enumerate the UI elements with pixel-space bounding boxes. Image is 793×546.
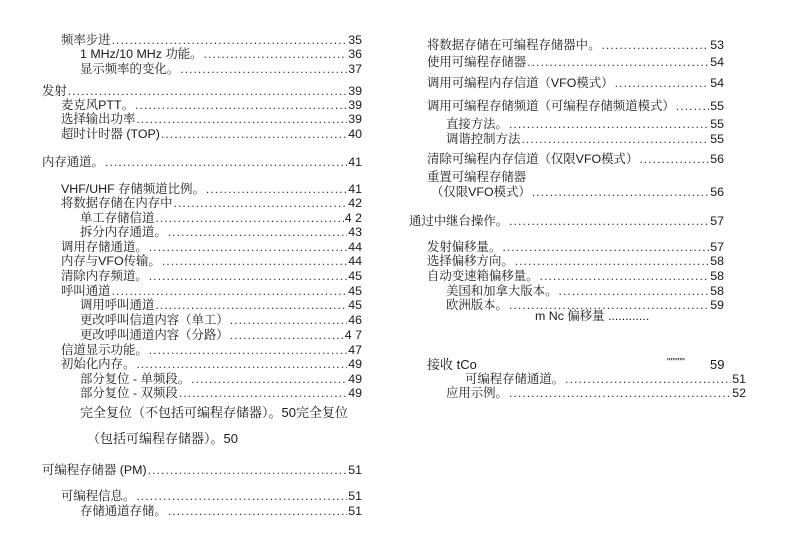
toc-entry[interactable] (61, 182, 362, 196)
toc-entry-title: 更改呼叫信道内容（单工） (80, 313, 229, 327)
toc-entry-title: 直接方法。 (446, 117, 508, 131)
toc-entry-title: 麦克风PTT。 (61, 98, 134, 112)
toc-entry-page: 42 (348, 196, 362, 210)
toc-entry-page: 40 (348, 127, 362, 141)
toc-entry-title: 通过中继台操作。 (409, 214, 509, 228)
toc-entry-title: 应用示例。 (446, 386, 508, 400)
toc-entry-page: 53 (710, 38, 724, 52)
dot-leader (509, 117, 709, 131)
toc-entry-page: 51 (348, 504, 362, 518)
toc-entry-title: 自动变速箱偏移量。 (427, 269, 539, 283)
toc-entry-page: 39 (348, 112, 362, 126)
toc-entry[interactable] (446, 117, 724, 131)
toc-entry-title: 内存与VFO传输。 (61, 254, 161, 268)
dot-leader (155, 211, 343, 225)
toc-entry[interactable] (80, 328, 362, 342)
toc-entry-page: 55 (710, 132, 724, 146)
dot-leader (162, 254, 347, 268)
dot-leader (161, 127, 347, 141)
toc-entry-title: 超时计时器 (TOP) (61, 127, 160, 141)
toc-entry-title: 可编程存储通道。 (465, 372, 565, 386)
toc-text-line: """"" (667, 357, 685, 368)
dot-leader (509, 386, 731, 400)
dot-leader (168, 504, 347, 518)
toc-entry-page: 57 (710, 214, 724, 228)
dot-leader (615, 76, 710, 90)
dot-leader (559, 284, 710, 298)
dot-leader (230, 313, 348, 327)
toc-entry-page: 51 (732, 372, 746, 386)
toc-entry-title: （仅限VFO模式） (431, 185, 531, 199)
toc-entry-page: 41 (348, 155, 362, 169)
dot-leader (676, 99, 709, 113)
toc-entry[interactable] (427, 240, 724, 254)
toc-entry[interactable] (61, 196, 362, 210)
toc-entry[interactable] (61, 269, 362, 283)
dot-leader (112, 33, 348, 47)
toc-entry[interactable] (80, 386, 362, 400)
toc-entry[interactable] (427, 269, 724, 283)
dot-leader (149, 240, 347, 254)
toc-entry-title: 欧洲版本。 (446, 298, 508, 312)
toc-entry[interactable] (61, 343, 362, 357)
dot-leader (149, 343, 347, 357)
toc-entry-page: 46 (348, 313, 362, 327)
toc-entry[interactable] (80, 47, 362, 61)
toc-entry-page: 4 7 (344, 328, 362, 342)
toc-entry-title: 调用存储通道。 (61, 240, 148, 254)
toc-entry[interactable] (61, 284, 362, 298)
dot-leader (502, 240, 709, 254)
toc-entry-title: 可编程信息。 (61, 489, 136, 503)
toc-entry-title: 部分复位 - 双频段 (80, 386, 178, 400)
toc-entry-page: 52 (732, 386, 746, 400)
toc-entry-title: 内存通道。 (42, 155, 104, 169)
toc-entry[interactable] (42, 463, 362, 477)
toc-entry[interactable] (431, 185, 724, 199)
toc-entry-page: 51 (348, 463, 362, 477)
toc-entry-page: 54 (710, 55, 724, 69)
toc-entry[interactable] (61, 489, 362, 503)
toc-entry-title: 选择偏移方向。 (427, 254, 514, 268)
toc-entry-page: 58 (710, 254, 724, 268)
toc-entry-page: 47 (348, 343, 362, 357)
toc-entry-page: 4 2 (344, 211, 362, 225)
toc-entry[interactable] (409, 214, 724, 228)
toc-entry[interactable] (80, 372, 362, 386)
toc-entry-page: 58 (710, 284, 724, 298)
toc-entry[interactable] (80, 62, 362, 76)
dot-leader (179, 386, 347, 400)
dot-leader (149, 269, 347, 283)
toc-entry-page: 39 (348, 98, 362, 112)
toc-entry-page: 37 (348, 62, 362, 76)
dot-leader (148, 463, 348, 477)
toc-entry-title: 发射偏移量。 (427, 240, 502, 254)
toc-text-line: 59 (710, 357, 725, 372)
dot-leader (515, 254, 709, 268)
toc-entry-page: 44 (348, 254, 362, 268)
dot-leader (601, 38, 709, 52)
toc-entry-title: 调用呼叫通道 (80, 298, 155, 312)
toc-entry[interactable] (80, 298, 362, 312)
toc-entry[interactable] (427, 99, 724, 113)
toc-entry-page: 44 (348, 240, 362, 254)
toc-entry-page: 56 (710, 152, 724, 166)
toc-text-line: （包括可编程存储器）。50 (87, 431, 238, 446)
toc-entry[interactable] (42, 84, 362, 98)
toc-entry-title: 1 MHz/10 MHz 功能。 (80, 47, 203, 61)
toc-entry-title: 发射 (42, 84, 67, 98)
toc-entry[interactable] (427, 254, 724, 268)
toc-entry-title: 存储通道存储。 (80, 504, 167, 518)
toc-entry-title: 将数据存储在内存中 (61, 196, 173, 210)
toc-entry[interactable] (80, 504, 362, 518)
toc-entry-page: 55 (710, 99, 724, 113)
toc-entry[interactable] (61, 254, 362, 268)
toc-text-line: 完全复位（不包括可编程存储器）。50完全复位 (80, 405, 348, 420)
toc-entry-title: 使用可编程存储器 (427, 55, 527, 69)
toc-entry[interactable] (427, 38, 724, 52)
toc-entry-page: 39 (348, 84, 362, 98)
toc-entry[interactable] (61, 127, 362, 141)
toc-entry-title: 呼叫通道 (61, 284, 111, 298)
dot-leader (565, 372, 731, 386)
toc-entry[interactable] (446, 132, 724, 146)
dot-leader (180, 62, 347, 76)
toc-entry-title: 显示频率的变化。 (80, 62, 180, 76)
toc-entry-page: 43 (348, 225, 362, 239)
dot-leader (509, 214, 709, 228)
toc-entry[interactable] (446, 386, 746, 400)
dot-leader (206, 182, 347, 196)
toc-entry-page: 55 (710, 117, 724, 131)
toc-entry[interactable] (61, 33, 362, 47)
toc-entry-title: 频率步进 (61, 33, 111, 47)
dot-leader (135, 98, 347, 112)
dot-leader (112, 284, 348, 298)
toc-entry-page: 45 (348, 269, 362, 283)
toc-entry-title: 初始化内存。 (61, 357, 136, 371)
dot-leader (230, 328, 344, 342)
toc-entry[interactable] (446, 284, 724, 298)
dot-leader (540, 269, 710, 283)
toc-entry[interactable] (427, 152, 724, 166)
dot-leader (168, 225, 347, 239)
toc-entry[interactable] (465, 372, 746, 386)
toc-entry[interactable] (80, 211, 362, 225)
toc-entry[interactable] (61, 98, 362, 112)
toc-entry-title: 选择输出功率 (61, 112, 136, 126)
toc-entry[interactable] (61, 112, 362, 126)
dot-leader (136, 357, 347, 371)
toc-entry[interactable] (427, 76, 724, 90)
toc-entry[interactable] (42, 155, 362, 169)
toc-entry-page: 36 (348, 47, 362, 61)
toc-entry-page: 58 (710, 269, 724, 283)
dot-leader (527, 55, 709, 69)
toc-entry-page: 45 (348, 284, 362, 298)
toc-entry-page: 35 (348, 33, 362, 47)
toc-entry-page: 49 (348, 357, 362, 371)
toc-entry-title: 拆分内存通道。 (80, 225, 167, 239)
dot-leader (532, 185, 709, 199)
dot-leader (68, 84, 347, 98)
toc-entry-page: 45 (348, 298, 362, 312)
toc-entry-title: 信道显示功能。 (61, 343, 148, 357)
toc-entry-title: 调用可编程内存信道（VFO模式） (427, 76, 614, 90)
toc-entry-page: 54 (710, 76, 724, 90)
toc-entry-title: 部分复位 - 单频段。 (80, 372, 191, 386)
toc-entry[interactable] (61, 240, 362, 254)
toc-entry[interactable] (80, 225, 362, 239)
dot-leader (204, 47, 348, 61)
toc-text-line: 重置可编程存储器 (427, 170, 527, 184)
toc-entry-title: 美国和加拿大版本。 (446, 284, 558, 298)
toc-entry-title: 将数据存储在可编程存储器中。 (427, 38, 601, 52)
toc-entry-title: 清除可编程内存信道（仅限VFO模式） (427, 152, 639, 166)
dot-leader (155, 298, 347, 312)
toc-entry-page: 56 (710, 185, 724, 199)
toc-entry-page: 41 (348, 182, 362, 196)
toc-entry-page: 49 (348, 372, 362, 386)
toc-entry[interactable] (80, 313, 362, 327)
dot-leader (521, 132, 709, 146)
toc-entry-page: 57 (710, 240, 724, 254)
toc-text-line: m Nc 偏移量 ............ (535, 309, 650, 323)
toc-entry[interactable] (427, 55, 724, 69)
dot-leader (174, 196, 348, 210)
dot-leader (639, 152, 709, 166)
dot-leader (136, 112, 347, 126)
dot-leader (191, 372, 347, 386)
toc-entry-title: 调谐控制方法 (446, 132, 521, 146)
toc-text-line: 接收 tCo (427, 357, 477, 372)
toc-entry-page: 49 (348, 386, 362, 400)
toc-entry-title: 可编程存储器 (PM) (42, 463, 147, 477)
dot-leader (105, 155, 347, 169)
toc-entry-page: 51 (348, 489, 362, 503)
toc-entry-title: 单工存储信道 (80, 211, 155, 225)
toc-entry-title: 更改呼叫通道内容（分路） (80, 328, 229, 342)
toc-entry[interactable] (61, 357, 362, 371)
toc-entry-title: VHF/UHF 存储频道比例。 (61, 182, 205, 196)
toc-entry-title: 清除内存频道。 (61, 269, 148, 283)
toc-entry-title: 调用可编程存储频道（可编程存储频道模式） (427, 99, 675, 113)
dot-leader (136, 489, 347, 503)
toc-entry-page: 59 (710, 298, 724, 312)
